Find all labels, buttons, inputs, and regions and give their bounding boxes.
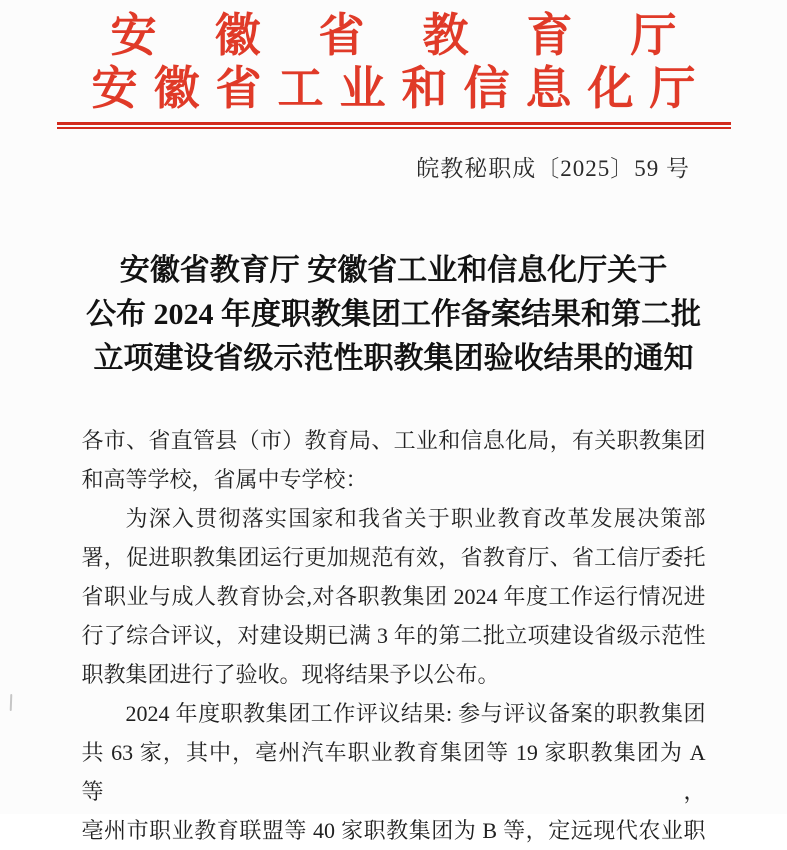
body-line: 亳州市职业教育联盟等 40 家职教集团为 B 等，定远现代农业职 bbox=[81, 818, 706, 843]
notice-title-line-3: 立项建设省级示范性职教集团验收结果的通知 bbox=[93, 342, 694, 375]
notice-title-line-2: 公布 2024 年度职教集团工作备案结果和第二批 bbox=[86, 298, 701, 331]
letterhead bbox=[0, 0, 787, 129]
scan-artifact bbox=[10, 694, 13, 711]
body-line: 2024 年度职教集团工作评议结果: 参与评议备案的职教集团 bbox=[125, 701, 706, 726]
document-number: 皖教秘职成〔2025〕59 号 bbox=[416, 156, 690, 181]
document-body bbox=[82, 421, 706, 850]
red-separator-line bbox=[57, 122, 731, 129]
notice-title bbox=[0, 249, 787, 381]
salutation-line: 各市、省直管县（市）教育局、工业和信息化局，有关职教集团 bbox=[81, 428, 706, 453]
body-line: 为深入贯彻落实国家和我省关于职业教育改革发展决策部 bbox=[125, 506, 706, 531]
salutation-line: 和高等学校，省属中专学校： bbox=[81, 467, 368, 492]
letterhead-org2: 安徽省工业和信息化厅 bbox=[91, 63, 712, 114]
notice-title-line-1: 安徽省教育厅 安徽省工业和信息化厅关于 bbox=[119, 254, 668, 287]
body-line: 行了综合评议，对建设期已满 3 年的第二批立项建设省级示范性 bbox=[81, 623, 706, 648]
body-line: 省职业与成人教育协会,对各职教集团 2024 年度工作运行情况进 bbox=[81, 584, 706, 609]
body-line: 署，促进职教集团运行更加规范有效，省教育厅、省工信厅委托 bbox=[81, 545, 706, 570]
letterhead-org1: 安徽省教育厅 bbox=[110, 10, 735, 61]
body-line: 职教集团进行了验收。现将结果予以公布。 bbox=[81, 662, 500, 687]
body-line: 共 63 家，其中，亳州汽车职业教育集团等 19 家职教集团为 A 等， bbox=[81, 740, 706, 804]
